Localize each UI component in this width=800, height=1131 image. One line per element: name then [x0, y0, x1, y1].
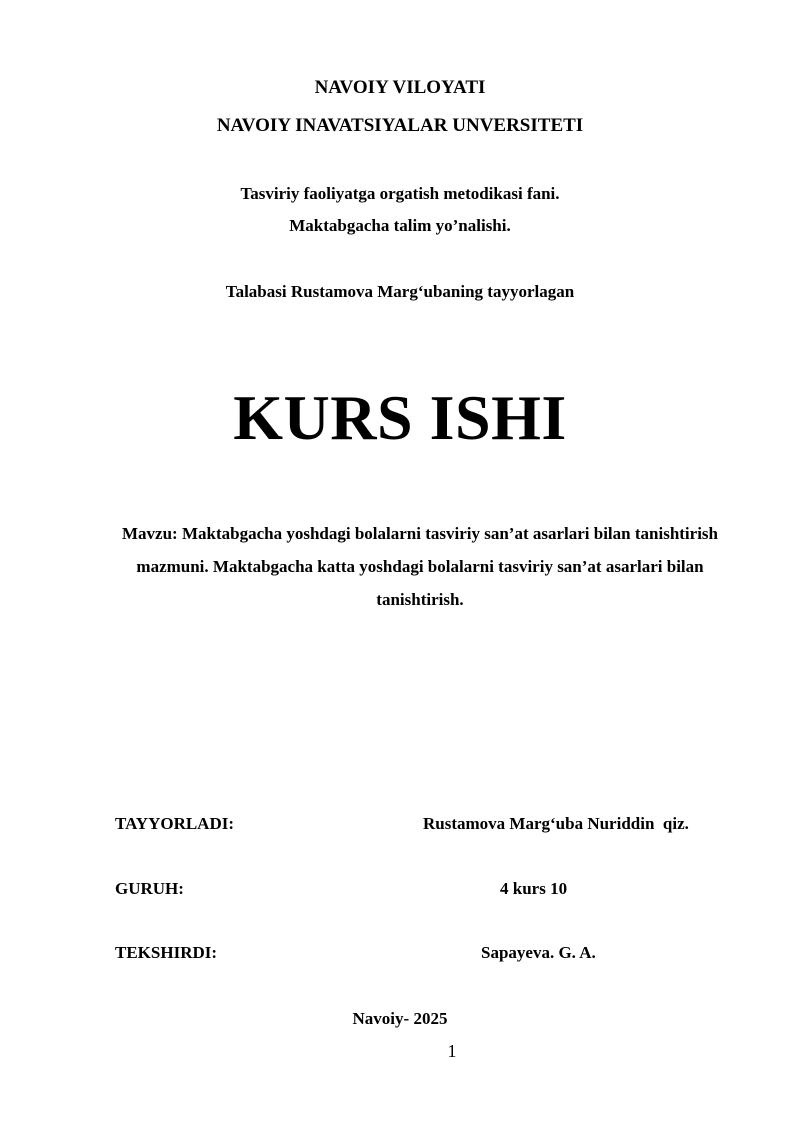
direction-line: Maktabgacha talim yo’nalishi. — [289, 216, 511, 235]
prepared-value: Rustamova Marg‘uba Nuriddin qiz. — [423, 814, 689, 833]
topic-paragraph: Mavzu: Maktabgacha yoshdagi bolalarni tasviriy san’at asarlari bilan tanishtirish mazmuni. Maktabgacha katta yoshdagi bolalarni tasviriy san’at asarlari bilan tanishtirish. — [122, 524, 718, 609]
place-year: Navoiy- 2025 — [352, 1009, 448, 1028]
checked-value: Sapayeva. G. A. — [481, 943, 596, 962]
university-heading: NAVOIY INAVATSIYALAR UNVERSITETI — [216, 115, 584, 136]
checked-label: TEKSHIRDI: — [115, 943, 218, 962]
prepared-label: TAYYORLADI: — [115, 814, 235, 833]
subject-line: Tasviriy faoliyatga orgatish metodikasi fani. — [240, 184, 560, 203]
page-number: 1 — [447, 1041, 457, 1061]
student-line: Talabasi Rustamova Marg‘ubaning tayyorlagan — [225, 282, 575, 301]
region-heading: NAVOIY VILOYATI — [314, 77, 486, 98]
group-value: 4 kurs 10 — [500, 879, 568, 898]
document-title: KURS ISHI — [233, 382, 567, 453]
group-label: GURUH: — [115, 879, 184, 898]
